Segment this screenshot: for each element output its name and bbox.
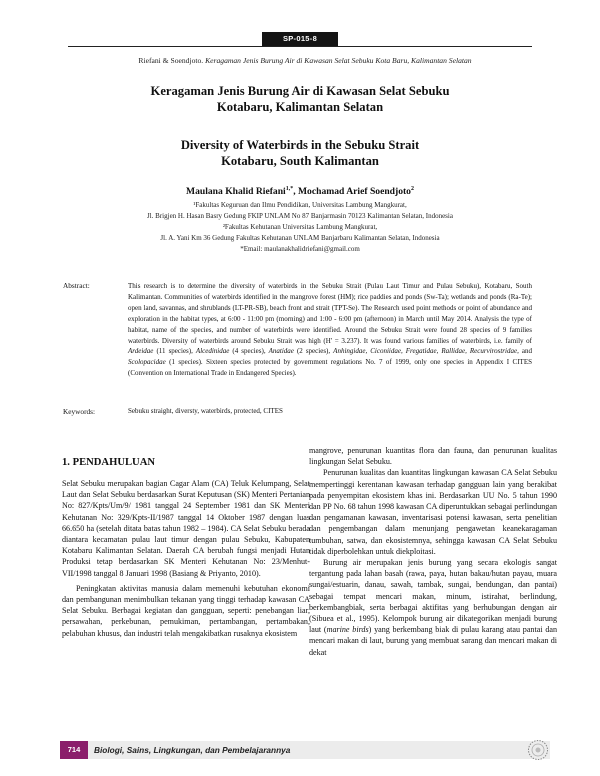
paragraph: mangrove, penurunan kuantitas flora dan fauna, dan penurunan kualitas lingkungan Selat Sebuku. [309, 446, 557, 467]
journal-title: Biologi, Sains, Lingkungan, dan Pembelajarannya [94, 745, 291, 755]
abstract-part: , and [517, 347, 532, 356]
paragraph: Penurunan kualitas dan kuantitas lingkungan kawasan CA Selat Sebuku mempertinggi kerentanan kawasan terhadap gangguan lain yang berakibat pada penyempitan ekosistem khas ini. Berdasarkan UU No. 5 tahun 1990 dan PP No. 68 tahun 1998 kawasan CA diperuntukkan sebagai perlindungan dan pengamanan kawasan, inventarisasi potensi kawasan, serta penelitian dan pengembangan dalam menunjang pengawetan keanekaragaman tumbuhan, satwa, dan ekosistemnya, sehingga kawasan CA Selat Sebuku tidak diperbolehkan untuk diekploitasi. [309, 468, 557, 556]
header-rule [68, 46, 532, 47]
paragraph [309, 557, 557, 658]
abstract-text [128, 281, 532, 379]
title-indonesian [60, 83, 540, 115]
abstract-part: This research is to determine the diversity of waterbirds in the Sebuku Strait (Pulau Laut Timur and Pulau Sebuku), Kotabaru, South Kalimantan. Communities of waterbirds identified in the mangrove forest (HM); rice paddies and ponds (Sw-Ta); wetlands and ponds (Ra-Te); open land, savannas, and shrublands (LT-PR-SB), beach front and strait (TPT-Se). The Research used point methods or point of abundance and exploration in the habitat types, at 6:00 - 11:00 pm (morning) and 1:00 - 6:00 pm (afternoon) in March until May 2014. Analysis the type of habitat, name of the species, and number of waterbirds were identified. Around the Sebuku Strait were found 28 species of 9 families waterbirds. Diversity of waterbirds around Sebuku Strait was high (H' = 3.237). It was found various families of waterbirds, i.e. family of [128, 282, 532, 345]
page-footer [60, 741, 550, 759]
contact-email: *Email: maulanakhalidriefani@gmail.com [240, 245, 360, 253]
conference-seal-icon [527, 739, 549, 761]
family-name: Scolopacidae [128, 358, 166, 367]
authors [60, 186, 540, 197]
abstract-part: (4 species), [229, 347, 269, 356]
running-head-title: Keragaman Jenis Burung Air di Kawasan Selat Sebuku Kota Baru, Kalimantan Selatan [205, 56, 472, 65]
left-column [62, 478, 310, 639]
family-name: Anatidae [268, 347, 294, 356]
family-name: Alcedinidae [195, 347, 230, 356]
author-2-marker: 2 [410, 186, 414, 192]
keywords-text: Sebuku straight, diversty, waterbirds, protected, CITES [128, 407, 283, 415]
affiliation-2: ²Fakultas Kehutanan Universitas Lambung Mangkurat, [222, 223, 378, 231]
title-english-line1: Diversity of Waterbirds in the Sebuku Strait [180, 138, 420, 152]
affiliation-1-address: Jl. Brigjen H. Hasan Basry Gedung FKIP UNLAM No 87 Banjarmasin 70123 Kalimantan Selatan, Indonesia [147, 212, 453, 220]
author-1: Maulana Khalid Riefani [186, 186, 286, 198]
title-english-line2: Kotabaru, South Kalimantan [221, 154, 379, 168]
paper-id-badge: SP-015-8 [262, 32, 338, 46]
running-head [60, 56, 550, 65]
paragraph-italic: marine birds [326, 625, 369, 635]
title-english [60, 137, 540, 169]
author-2: Mochamad Arief Soendjoto [298, 186, 411, 198]
family-name: Anhingidae, Ciconiidae, Fregatidae, Rallidae, Recurvirostridae [333, 347, 518, 356]
running-head-authors: Riefani & Soendjoto. [138, 56, 204, 65]
title-indonesian-line1: Keragaman Jenis Burung Air di Kawasan Selat Sebuku [150, 84, 450, 98]
page-number: 714 [60, 741, 88, 759]
right-column [309, 445, 557, 658]
section-heading: 1. PENDAHULUAN [62, 457, 155, 468]
paragraph: Peningkatan aktivitas manusia dalam memenuhi kebutuhan ekonomi dan pembangunan menimbulkan tekanan yang tinggi terhadap kawasan CA Selat Sebuku. Berbagai kegiatan dan gangguan, seperti: penebangan liar, persawahan, perkebunan, pemukiman, pertambangan, pertambakan, pelabuhan khusus, dan industri telah mengakibatkan rusaknya ekosistem [62, 583, 310, 638]
title-indonesian-line2: Kotabaru, Kalimantan Selatan [216, 100, 384, 114]
paragraph: Selat Sebuku merupakan bagian Cagar Alam (CA) Teluk Kelumpang, Selat Laut dan Selat Sebuku berdasarkan Surat Keputusan (SK) Menteri Pertanian No: 827/Kpts/Um/9/ 1981 tanggal 24 September 1981 dan SK Menteri Kehutanan No: 329/Kpts-II/1987 tanggal 14 Oktober 1987 dengan luas 66.650 ha (setelah ditata batas tahun 1982 – 1984). CA Selat Sebuku berada diantara kecamatan pulau laut timur dengan pulau Sebuku, Kabupaten Kotabaru Kalimantan Selatan. Daerah CA berubah fungsi menjadi Hutan Produksi tetap berdasarkan SK Menteri Kehutanan No: 23/Menhut-VII/1998 tanggal 8 Januari 1998 (Basiang & Priyanto, 2010). [62, 479, 310, 578]
abstract-part: (1 species). Sixteen species protected by government regulations No. 7 of 1999, only one species in Appendix I CITES (Convention on International Trade in Endangered Species). [128, 358, 532, 378]
abstract-label: Abstract: [63, 281, 90, 290]
keywords-label: Keywords: [63, 407, 96, 416]
paragraph-part: Burung air merupakan jenis burung yang secara ekologis sangat tergantung pada lahan basah (rawa, paya, hutan bakau/hutan payau, muara sungai/estuarin, danau, sawah, tambak, sungai, bendungan, dan pantai) sebagai tempat mencari makan, minum, istirahat, berlindung, berkembangbiak, serta berbagai aktifitas yang berhubungan dengan air (Sibuea et al., 1995). Kelompok burung air dikategorikan menjadi burung laut ( [309, 558, 557, 635]
affiliation-1: ¹Fakultas Keguruan dan Ilmu Pendidikan, Universitas Lambung Mangkurat, [193, 201, 407, 209]
family-name: Ardeidae [128, 347, 154, 356]
abstract-part: (2 species), [293, 347, 334, 356]
affiliation-2-address: Jl. A. Yani Km 36 Gedung Fakultas Kehutanan UNLAM Banjarbaru Kalimantan Selatan, Indonesia [160, 234, 440, 242]
abstract-part: (11 species), [153, 347, 196, 356]
paragraph-part: ) yang berkembang biak di pulau karang atau pantai dan mencari makan di laut, burung yang membuat sarang dan mencari makan di dekat [309, 625, 558, 657]
author-separator: , [293, 186, 298, 198]
author-1-marker: 1,* [285, 186, 294, 192]
